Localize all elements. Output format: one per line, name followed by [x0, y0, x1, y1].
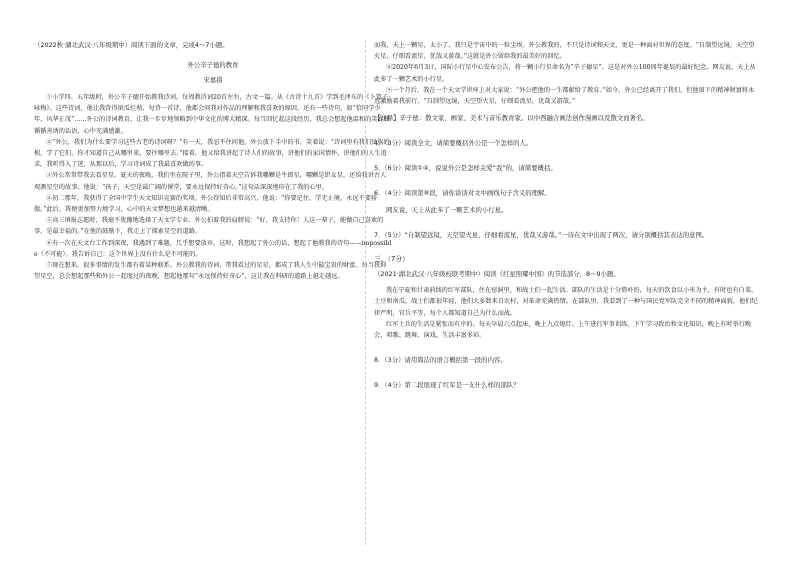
- reading-header: （2022秋·湖北武汉·八年级期中）阅读下面的文章，完成4～7小题。: [34, 41, 229, 49]
- section-three-header: （2021·湖北武汉·八年级校联考期中）阅读《红星照耀中国》的节选部分，8～9小题。: [374, 270, 620, 279]
- paragraph-6: ⑥有一次在天文台工作到深夜，我遇到了难题，几乎想要放弃。这时，我想起了外公的话，想起了他教我的诗句——impossible（不可能）。我告诉自己：这个世界上没有什么是不可能的。: [34, 239, 392, 258]
- paragraph-9: ⑨一个月后，我在一个天文学讲座上对大家说：“外公把他的一生都献给了教育。”如今，外公已经离开了我们，但他留下的精神财富将永远激励着我前行。“自制望远镜，天空望火星，仔细看流星，优哉又游哉。”: [374, 86, 755, 106]
- paragraph-4: ④初二那年，我获得了全国中学生天文知识竞赛的奖项。外公得知后非常高兴，他说：“你要记住，学无止境，永远不要骄傲。”此后，我便更加努力地学习，心中的天文梦想也越来越清晰。: [34, 194, 378, 214]
- paragraph-8: ⑧2020年6月3日，国际小行星中心发布公告，将一颗小行星命名为“辛子德星”。这是对外公100周年诞辰的最好纪念。网友说，天上从此多了一颗艺术的小行星。: [374, 64, 756, 83]
- question-7: 7．（5分）“自制望远镜，天空望火星，仔细看流星，优哉又游哉。”一诗在文中出现了两次，请分别概括其表达的意图。: [374, 231, 709, 240]
- question-4: 4．（3分）阅读全文，请简要概括外公是一个怎样的人。: [374, 139, 533, 148]
- annotation-note: 【注释】辛子德：散文家、画家、美术与音乐教育家。以中西融合画法创作漫画以及散文而著名。: [374, 114, 649, 123]
- left-column: [34, 40, 392, 282]
- paragraph-2: ②“外公，我们为什么要学习这些古老的诗词呀？”有一天，我忍不住问他。外公放下手中的书，笑着说：“诗词里有我们民族的根，学了它们，你才知道自己从哪里来，要往哪里去。”接着，他又给我讲起了诗人们的故事，讲他们的家国情怀，讲他们的人生追求。我听得入了迷，从那以后，学习诗词成了我最喜欢做的事。: [34, 138, 390, 169]
- article-author: 宋嘉措: [203, 76, 223, 84]
- paragraph-continued: 而我，天上一颗星，太小了，我只是宇宙中的一粒尘埃。外公教我的，不只是诗词和天文，更是一种面对世界的态度。“自制望远镜，天空望火星，仔细看流星，优哉又游哉。”这就是外公留给我的最美好的回忆。: [374, 42, 755, 61]
- question-5: 5．（6分）阅读①④，说说外公是怎样关爱“我”的，请简要概括。: [374, 164, 557, 173]
- section-three-title: 三、（7分）: [374, 255, 409, 264]
- right-column: [374, 40, 760, 391]
- question-6: 6．（4分）阅读第⑧段，请你谈谈对文中画线句子含义的理解。: [374, 189, 551, 198]
- paragraph-3: ③外公常常带我去看星星。夏天的夜晚，我们坐在院子里，外公指着天空告诉我哪颗是牛郎星，哪颗是织女星，还给我讲古人观测星空的故事。他说：“孩子，天空是最广阔的课堂，要永远保持好奇心。”这句话深深地印在了我的心里。: [34, 172, 387, 191]
- excerpt-paragraph-2: 红军士兵的生活是紧张而有序的。每天早晨六点起床，晚上九点熄灯。上午进行军事训练，下午学习政治和文化知识，晚上有时举行晚会，唱歌、跳舞、演戏，生活丰富多彩。: [374, 320, 752, 340]
- question-9: 9．（4分）第二段展现了红军是一支什么样的部队？: [374, 381, 520, 390]
- excerpt-paragraph-1: 我在宁夏和甘肃前线的红军部队，住在窑洞里，和战士们一起生活。部队的生活是十分简朴的，每天的饮食以小米为主，有时也有白菜、土豆和南瓜。战士们都很年轻，他们大多数来自农村，对革命充满热情。在部队里，我看到了一种与国民党军队完全不同的精神面貌，他们纪律严明，官兵平等，每个人都知道自己为什么而战。: [374, 287, 758, 317]
- paragraph-5: ⑤高三填报志愿时，我毫不犹豫地选择了天文学专业。外公拍着我的肩膀说：“好，我支持你！人这一辈子，能做自己喜欢的事，是最幸福的。”在他的鼓励下，我走上了探索星空的道路。: [34, 217, 384, 236]
- quoted-sentence: 网友说，天上从此多了一颗艺术的小行星。: [386, 206, 508, 215]
- question-8: 8．（3分）请用简洁的语言概括第一段的内容。: [374, 356, 507, 365]
- column-divider: [365, 40, 366, 545]
- article-title: 外公辛子德的教育: [187, 61, 239, 69]
- paragraph-1: ①小学四、五年级时，外公辛子德开始教我诗词。每周教诗词20首左右，古文一篇。从《古诗十九首》学到毛泽东的《卜算子·咏梅》。这些诗词，他让我背得滚瓜烂熟，每背一首诗，他都会问我对作品的理解和我喜欢的原因。还有一些诗句，如“恰同学少年，风华正茂”……外公的诗词教育，让我一步步地领略到中华文化的博大精深。每当回忆起这段经历，我总会想起他温和的笑容和循循善诱的话语，心中充满感激。: [34, 94, 390, 135]
- paragraph-7: ⑦现在想来，很多事情的发生都有着某种联系。外公教我的诗词、带我看过的星星，都成了我人生中最宝贵的财富。每当我仰望星空，总会想起那些和外公一起度过的夜晚，想起他那句“永远保持好奇心”，这让我在科研的道路上越走越远。: [34, 262, 387, 281]
